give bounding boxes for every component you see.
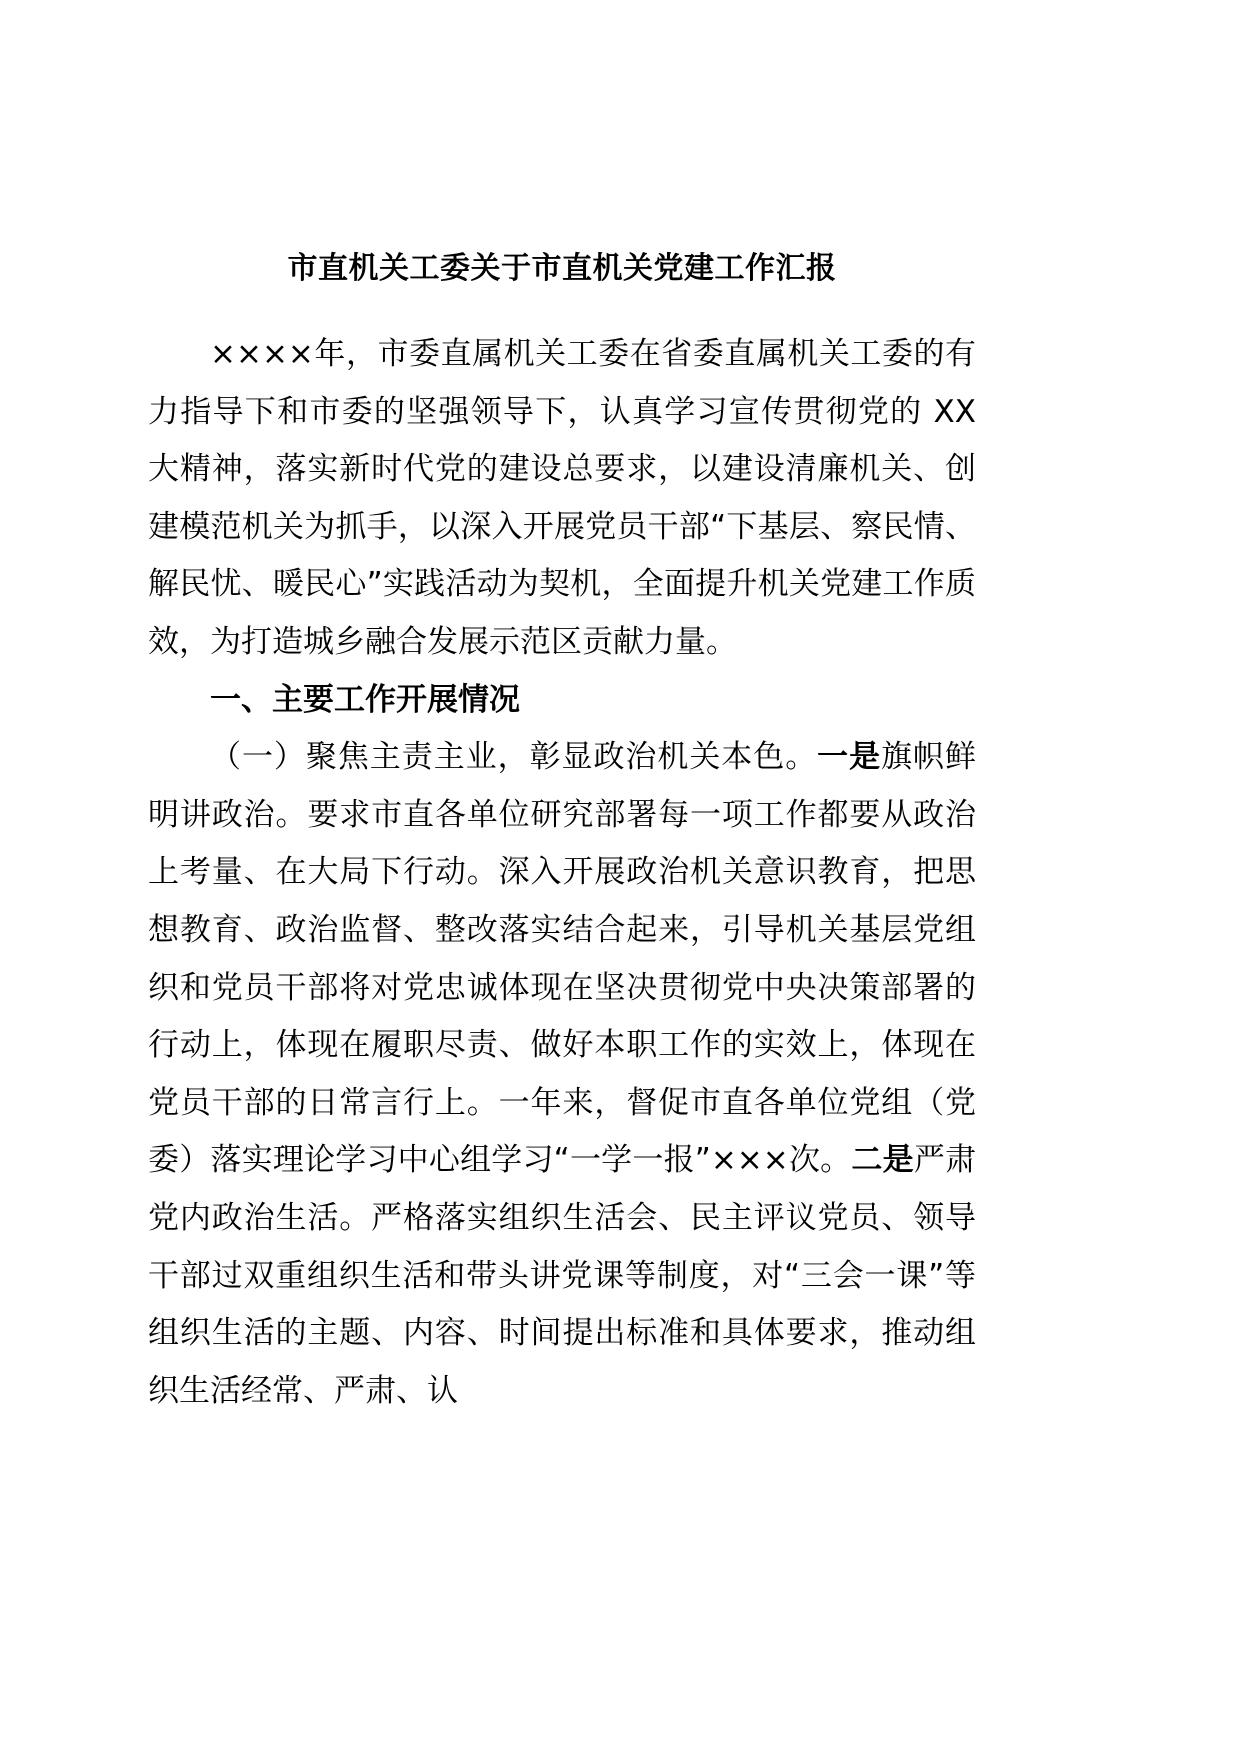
- point-label: 一是: [817, 739, 882, 776]
- point-text: 旗帜鲜明讲政治。要求市直各单位研究部署每一项工作都要从政治上考量、在大局下行动。深入开展政治机关意识教育，把思想教育、政治监督、整改落实结合起来，引导机关基层党组织和党员干部将对党忠诚体现在坚决贯彻党中央决策部署的行动上，体现在履职尽责、做好本职工作的实效上，体现在党员干部的日常言行上。一年来，督促市直各单位党组（党委）落实理论学习中心组学习“一学一报”×××次。: [148, 739, 977, 1179]
- section-paragraph: [148, 729, 976, 1420]
- point-label: 二是: [851, 1142, 914, 1179]
- section-heading: 一、主要工作开展情况: [210, 681, 520, 718]
- point-text: 严肃党内政治生活。严格落实组织生活会、民主评议党员、领导干部过双重组织生活和带头讲党课等制度，对“三会一课”等组织生活的主题、内容、时间提出标准和具体要求，推动组织生活经常、严肃、认: [148, 1142, 977, 1409]
- subsection-lead: （一）聚焦主责主业，彰显政治机关本色。: [210, 739, 818, 776]
- intro-paragraph: ××××年，市委直属机关工委在省委直属机关工委的有力指导下和市委的坚强领导下，认真学习宣传贯彻党的 XX 大精神，落实新时代党的建设总要求，以建设清廉机关、创建模范机关为抓手，以深入开展党员干部“下基层、察民情、解民忧、暖民心”实践活动为契机，全面提升机关党建工作质效，为打造城乡融合发展示范区贡献力量。: [148, 336, 976, 660]
- document-body: [148, 326, 976, 1420]
- document-title: 市直机关工委关于市直机关党建工作汇报: [287, 251, 837, 286]
